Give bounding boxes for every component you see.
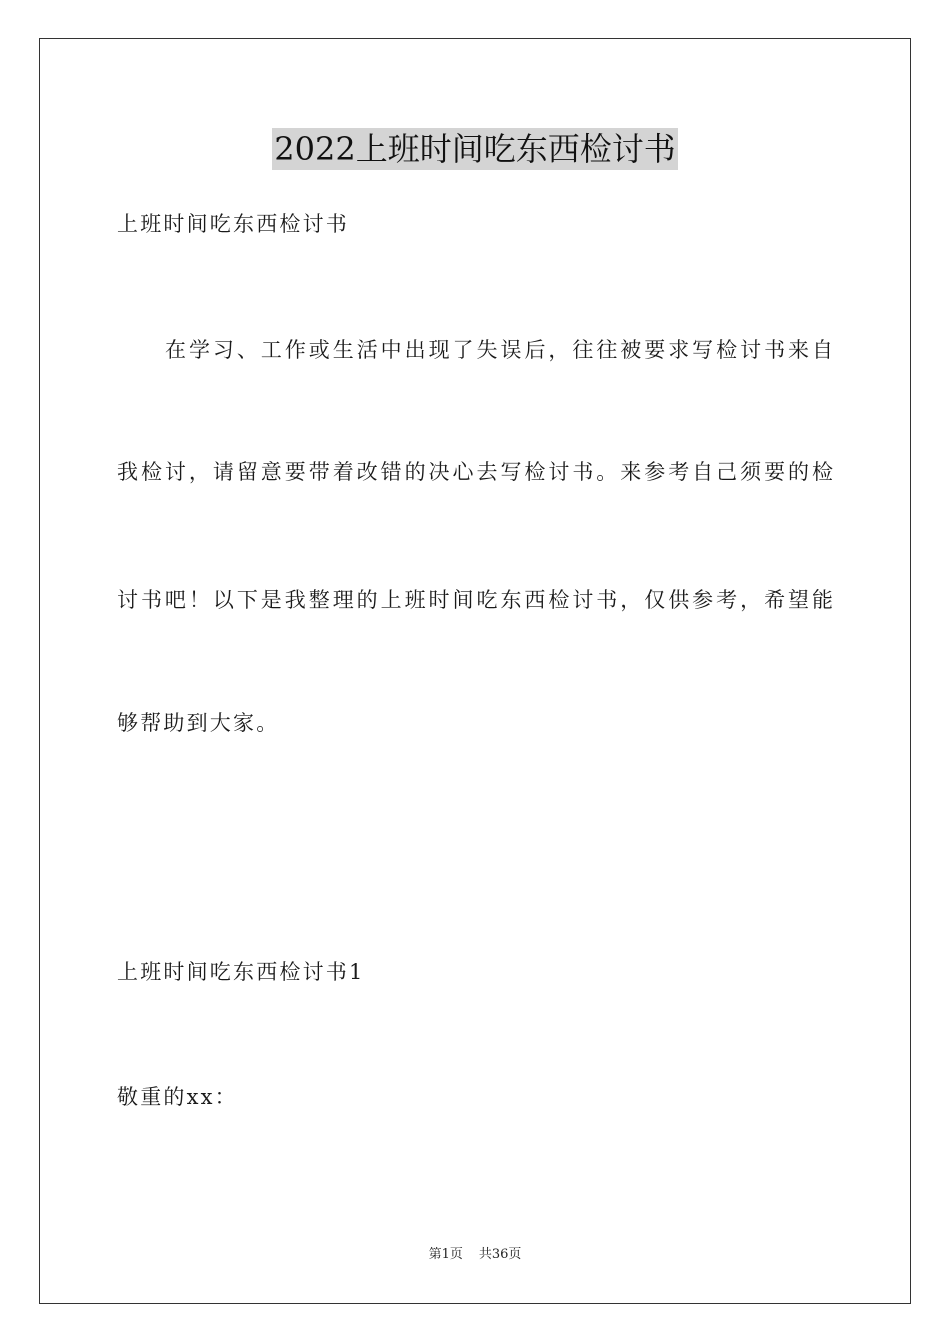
salutation: 敬重的xx： [117, 1085, 238, 1109]
section-heading: 上班时间吃东西检讨书1 [117, 960, 365, 984]
intro-line-1: 在学习、工作或生活中出现了失误后，往往被要求写检讨书来自 [165, 338, 833, 362]
intro-line-4: 够帮助到大家。 [117, 711, 280, 735]
page-footer [0, 1246, 950, 1264]
title-container [0, 128, 950, 170]
page-number: 第1页 [428, 1247, 463, 1262]
intro-line-3: 讨书吧！以下是我整理的上班时间吃东西检讨书，仅供参考，希望能 [117, 588, 833, 612]
document-subtitle: 上班时间吃东西检讨书 [117, 212, 349, 236]
intro-line-2: 我检讨，请留意要带着改错的决心去写检讨书。来参考自己须要的检 [117, 460, 833, 484]
document-title: 2022上班时间吃东西检讨书 [274, 130, 676, 168]
total-pages: 共36页 [478, 1247, 522, 1262]
